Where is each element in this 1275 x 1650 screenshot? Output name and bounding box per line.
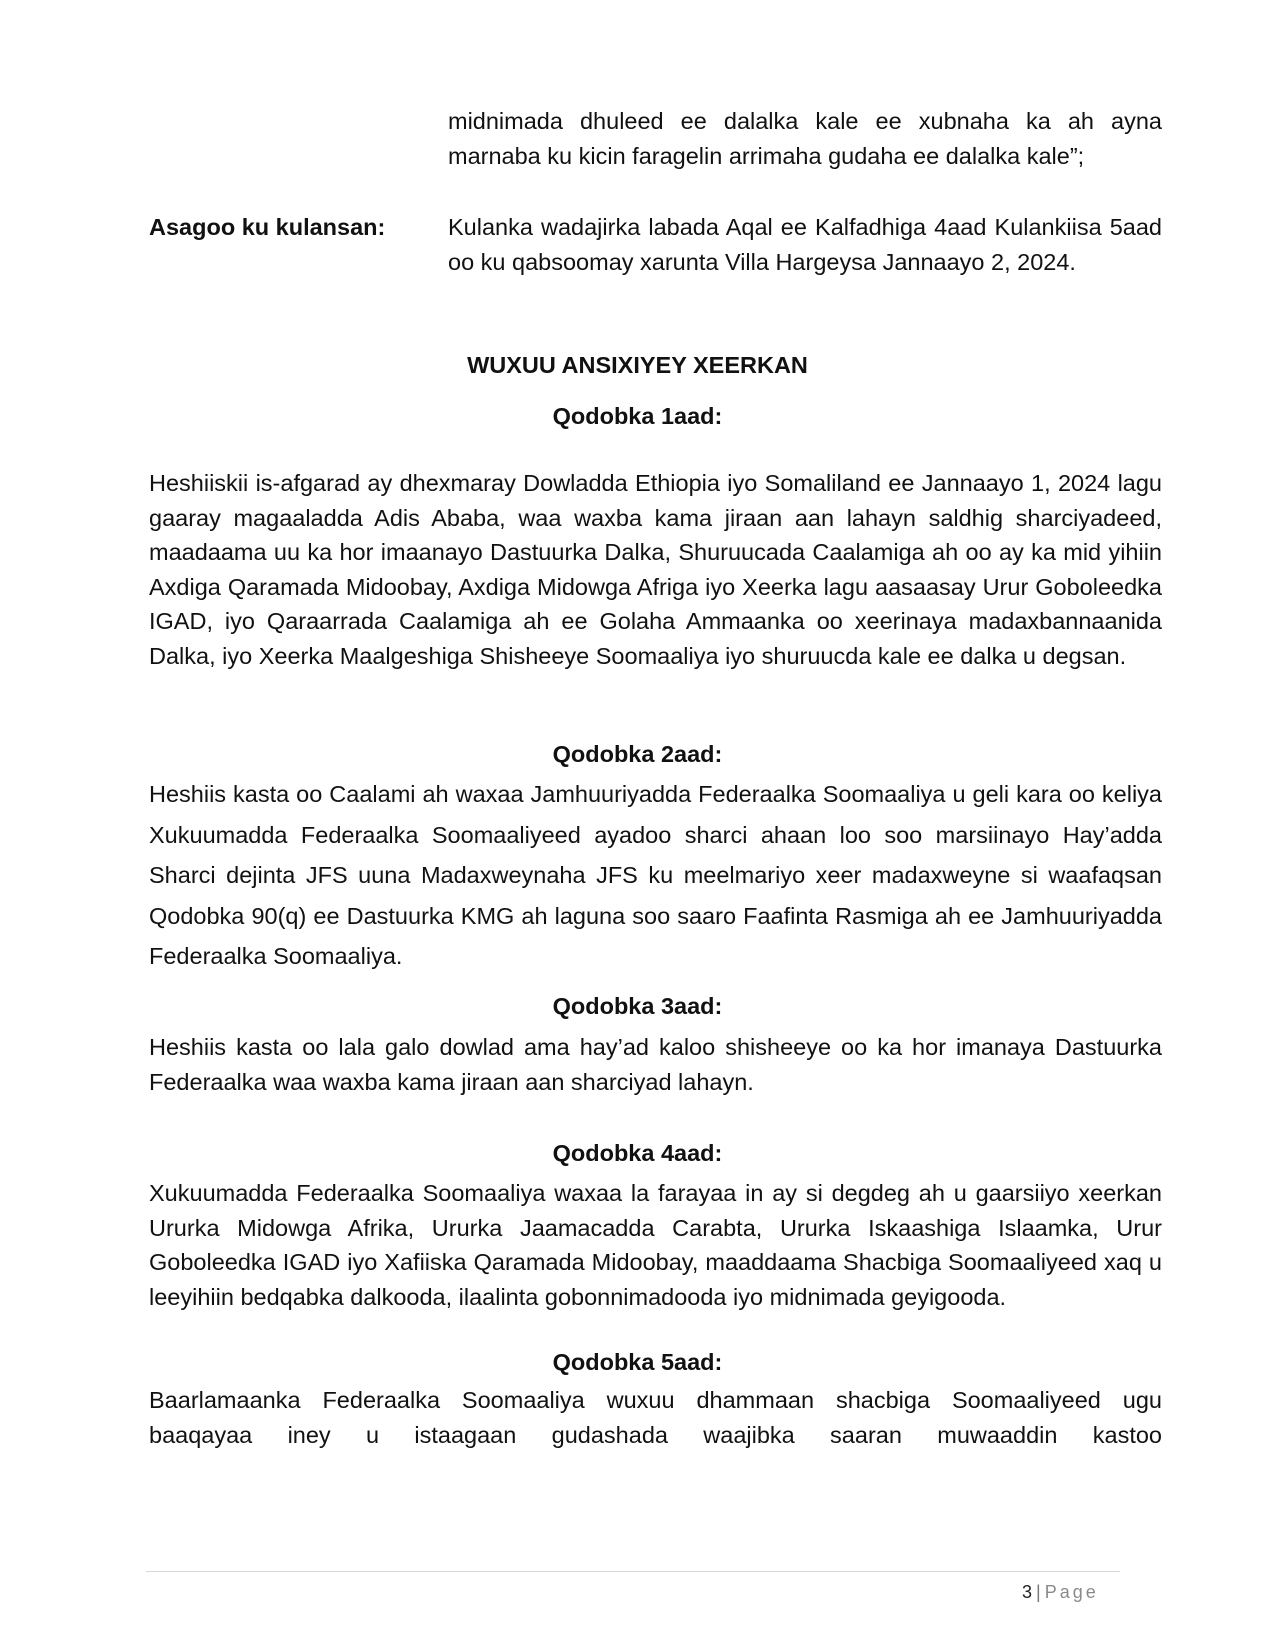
asagoo-label: Asagoo ku kulansan:: [149, 214, 386, 240]
article-3-heading: Qodobka 3aad:: [552, 993, 723, 1019]
article-3-text: Heshiis kasta oo lala galo dowlad ama hay’ad kaloo shisheeye oo ka hor imanaya Dastuurka Federaalka waa waxba kama jiraan aan sharciyad lahayn.: [149, 1034, 1162, 1095]
footer-separator: |: [1036, 1582, 1041, 1602]
article-1-text: Heshiiskii is-afgarad ay dhexmaray Dowladda Ethiopia iyo Somaliland ee Jannaayo 1, 2024 lagu gaaray magaaladda Adis Ababa, waa waxba kama jiraan aan lahayn saldhig sharciyadeed, maadaama uu ka hor imaanayo Dastuurka Dalka, Shuruucada Caalamiga ah oo ay ka mid yihiin Axdiga Qaramada Midoobay, Axdiga Midowga Afriga iyo Xeerka lagu aasaasay Urur Goboleedka IGAD, iyo Qaraarrada Caalamiga ah ee Golaha Ammaanka oo xeerinaya madaxbannaanida Dalka, iyo Xeerka Maalgeshiga Shisheeye Soomaaliya iyo shuruucda kale ee dalka u degsan.: [149, 470, 1162, 669]
main-heading: WUXUU ANSIXIYEY XEERKAN: [467, 352, 808, 378]
page-label: Page: [1044, 1582, 1099, 1602]
article-5-text: Baarlamaanka Federaalka Soomaaliya wuxuu dhammaan shacbiga Soomaaliyeed ugu baaqayaa iney u istaagaan gudashada waajibka saaran muwaaddin kastoo: [149, 1387, 1162, 1448]
page-number: 3: [1022, 1582, 1033, 1602]
page-footer: [1022, 1580, 1099, 1604]
article-2-text: Heshiis kasta oo Caalami ah waxaa Jamhuuriyadda Federaalka Soomaaliya u geli kara oo keliya Xukuumadda Federaalka Soomaaliyeed ayadoo sharci ahaan loo soo marsiinayo Hay’adda Sharci dejinta JFS uuna Madaxweynaha JFS ku meelmariyo xeer madaxweyne si waafaqsan Qodobka 90(q) ee Dastuurka KMG ah laguna soo saaro Faafinta Rasmiga ah ee Jamhuuriyadda Federaalka Soomaaliya.: [149, 781, 1162, 969]
continuation-paragraph: midnimada dhuleed ee dalalka kale ee xubnaha ka ah ayna marnaba ku kicin faragelin arrimaha gudaha ee dalalka kale”;: [448, 108, 1162, 169]
article-5-heading: Qodobka 5aad:: [552, 1349, 723, 1375]
article-4-heading: Qodobka 4aad:: [552, 1140, 723, 1166]
article-4-text: Xukuumadda Federaalka Soomaaliya waxaa la farayaa in ay si degdeg ah u gaarsiiyo xeerkan Ururka Midowga Afrika, Ururka Jaamacadda Carabta, Ururka Iskaashiga Islaamka, Urur Goboleedka IGAD iyo Xafiiska Qaramada Midoobay, maaddaama Shacbiga Soomaaliyeed xaq u leeyihiin bedqabka dalkooda, ilaalinta gobonnimadooda iyo midnimada geyigooda.: [149, 1180, 1162, 1310]
article-1-heading: Qodobka 1aad:: [552, 403, 723, 429]
asagoo-text: Kulanka wadajirka labada Aqal ee Kalfadhiga 4aad Kulankiisa 5aad oo ku qabsoomay xarunta Villa Hargeysa Jannaayo 2, 2024.: [448, 214, 1162, 275]
article-2-heading: Qodobka 2aad:: [552, 741, 723, 767]
footer-divider: [146, 1571, 1120, 1572]
